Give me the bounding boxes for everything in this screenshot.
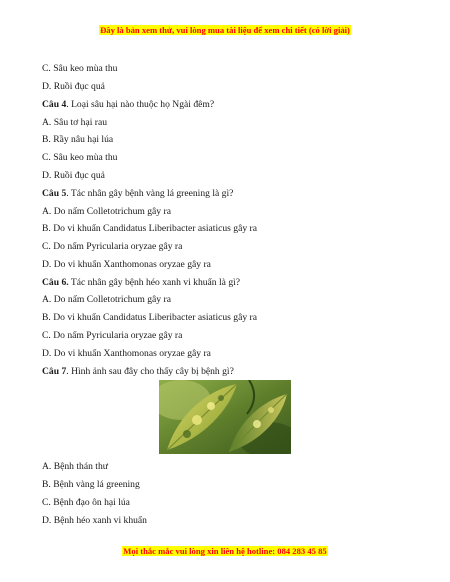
question-6 bbox=[42, 277, 240, 289]
hotline-notice-text: Mọi thắc mắc vui lòng xin liên hệ hotline: 084 283 45 85 bbox=[123, 546, 327, 556]
question-6-option-a: A. Do nấm Colletotrichum gây ra bbox=[42, 294, 171, 305]
question-5-option-c: C. Do nấm Pyricularia oryzae gây ra bbox=[42, 241, 183, 252]
question-6-option-b: B. Do vi khuẩn Candidatus Liberibacter asiaticus gây ra bbox=[42, 312, 257, 323]
option-d-prev: D. Ruồi đục quả bbox=[42, 81, 105, 92]
question-5-option-b: B. Do vi khuẩn Candidatus Liberibacter asiaticus gây ra bbox=[42, 223, 257, 234]
question-6-option-d: D. Do vi khuẩn Xanthomonas oryzae gây ra bbox=[42, 348, 211, 359]
question-4-option-c: C. Sâu keo mùa thu bbox=[42, 152, 118, 163]
question-6-option-c: C. Do nấm Pyricularia oryzae gây ra bbox=[42, 330, 183, 341]
question-6-number: Câu 6. bbox=[42, 277, 69, 288]
question-7 bbox=[42, 366, 234, 378]
question-5-option-a: A. Do nấm Colletotrichum gây ra bbox=[42, 206, 171, 217]
question-4-option-b: B. Rầy nâu hại lúa bbox=[42, 134, 114, 145]
question-5-option-d: D. Do vi khuẩn Xanthomonas oryzae gây ra bbox=[42, 259, 211, 270]
question-7-text: . Hình ảnh sau đây cho thấy cây bị bệnh gì? bbox=[66, 366, 234, 377]
option-c-prev: C. Sâu keo mùa thu bbox=[42, 63, 118, 74]
question-4-option-a: A. Sâu tơ hại rau bbox=[42, 117, 108, 128]
question-5-text: . Tác nhân gây bệnh vàng lá greening là gì? bbox=[66, 188, 234, 199]
question-5-number: Câu 5 bbox=[42, 188, 67, 199]
question-7-number: Câu 7 bbox=[42, 366, 67, 377]
leaf-illustration bbox=[159, 380, 291, 454]
question-7-option-b: B. Bệnh vàng lá greening bbox=[42, 479, 140, 490]
question-4-text: . Loại sâu hại nào thuộc họ Ngài đêm? bbox=[66, 99, 215, 110]
question-4-option-d: D. Ruồi đục quả bbox=[42, 170, 105, 181]
preview-notice-banner bbox=[0, 25, 450, 36]
hotline-notice-banner bbox=[0, 546, 450, 557]
preview-notice-text: Đây là bản xem thử, vui lòng mua tài liệu để xem chi tiết (có lời giải) bbox=[100, 25, 350, 35]
question-4-number: Câu 4 bbox=[42, 99, 67, 110]
question-6-text: Tác nhân gây bệnh héo xanh vi khuẩn là gì? bbox=[68, 277, 241, 288]
question-7-option-a: A. Bệnh thán thư bbox=[42, 461, 108, 472]
question-7-option-d: D. Bệnh héo xanh vi khuẩn bbox=[42, 515, 147, 526]
question-5 bbox=[42, 188, 233, 200]
diseased-leaf-photo bbox=[159, 380, 291, 454]
question-4 bbox=[42, 99, 214, 111]
question-7-option-c: C. Bệnh đạo ôn hại lúa bbox=[42, 497, 130, 508]
